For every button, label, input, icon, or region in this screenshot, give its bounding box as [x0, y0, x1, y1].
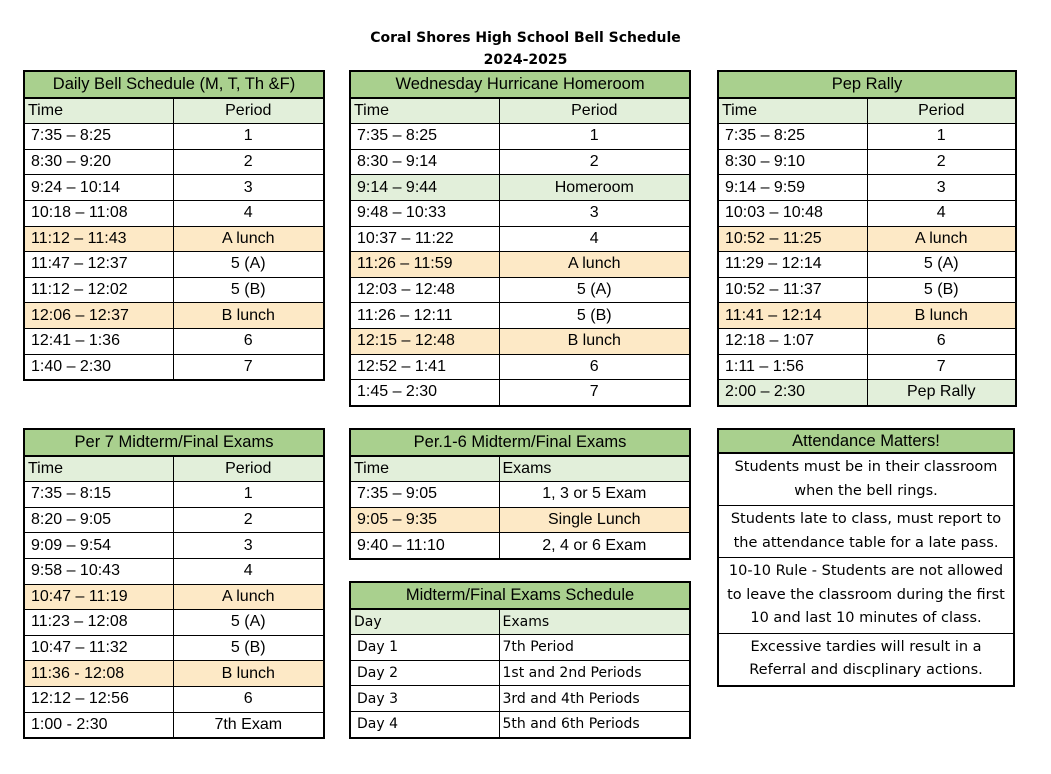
cell-time: 10:52 – 11:25: [718, 226, 867, 252]
cell-value: 1: [499, 124, 690, 150]
cell-value: 7th Period: [499, 635, 690, 661]
cell-time: 10:18 – 11:08: [24, 200, 173, 226]
cell-time: Day 1: [350, 635, 499, 661]
table-row: [350, 200, 690, 226]
cell-value: A lunch: [173, 584, 324, 610]
table-row: [24, 277, 324, 303]
table-row: [24, 686, 324, 712]
attendance-heading: Attendance Matters!: [718, 429, 1014, 453]
cell-time: 9:14 – 9:59: [718, 175, 867, 201]
table-row: [24, 226, 324, 252]
cell-time: 12:52 – 1:41: [350, 354, 499, 380]
cell-time: 11:12 – 11:43: [24, 226, 173, 252]
cell-value: 5 (B): [867, 277, 1016, 303]
col-time: Time: [350, 98, 499, 124]
table-row: [718, 149, 1016, 175]
cell-value: 5 (B): [173, 277, 324, 303]
per7-heading: Per 7 Midterm/Final Exams: [24, 429, 324, 456]
table-row: [24, 482, 324, 508]
table-row: [24, 558, 324, 584]
table-row: [24, 712, 324, 738]
table-row: [350, 533, 690, 559]
table-row: [24, 584, 324, 610]
table-row: [350, 124, 690, 150]
cell-value: 5 (B): [173, 635, 324, 661]
table-row: [24, 149, 324, 175]
cell-time: 9:48 – 10:33: [350, 200, 499, 226]
table-row: [718, 175, 1016, 201]
table-row: [350, 711, 690, 737]
table-row: [24, 661, 324, 687]
table-row: [350, 328, 690, 354]
cell-time: 11:23 – 12:08: [24, 610, 173, 636]
cell-value: Homeroom: [499, 175, 690, 201]
cell-time: 8:30 – 9:20: [24, 149, 173, 175]
cell-time: 7:35 – 9:05: [350, 482, 499, 508]
cell-time: 12:18 – 1:07: [718, 328, 867, 354]
cell-time: 12:06 – 12:37: [24, 303, 173, 329]
cell-time: 11:29 – 12:14: [718, 252, 867, 278]
table-row: [350, 380, 690, 406]
cell-value: Pep Rally: [867, 380, 1016, 406]
cell-time: 10:37 – 11:22: [350, 226, 499, 252]
midterm-schedule-table: [349, 581, 691, 739]
table-row: [718, 200, 1016, 226]
cell-time: 11:26 – 12:11: [350, 303, 499, 329]
cell-time: 1:45 – 2:30: [350, 380, 499, 406]
cell-value: 6: [173, 686, 324, 712]
table-row: [24, 200, 324, 226]
table-row: [350, 635, 690, 661]
cell-value: 2, 4 or 6 Exam: [499, 533, 690, 559]
daily-schedule-table: [23, 70, 325, 381]
cell-time: 2:00 – 2:30: [718, 380, 867, 406]
cell-value: 4: [173, 200, 324, 226]
cell-value: 1, 3 or 5 Exam: [499, 482, 690, 508]
cell-time: 9:05 – 9:35: [350, 507, 499, 533]
wednesday-heading: Wednesday Hurricane Homeroom: [350, 71, 690, 98]
cell-time: Day 3: [350, 686, 499, 712]
table-row: [24, 610, 324, 636]
table-row: [718, 124, 1016, 150]
cell-value: A lunch: [499, 252, 690, 278]
cell-value: B lunch: [499, 328, 690, 354]
cell-time: 12:41 – 1:36: [24, 328, 173, 354]
cell-value: 3: [867, 175, 1016, 201]
cell-time: 9:09 – 9:54: [24, 533, 173, 559]
table-row: [350, 507, 690, 533]
cell-value: 2: [173, 149, 324, 175]
cell-time: 9:24 – 10:14: [24, 175, 173, 201]
cell-value: B lunch: [867, 303, 1016, 329]
pep-rally-table: [717, 70, 1017, 407]
table-row: [350, 149, 690, 175]
cell-time: 9:58 – 10:43: [24, 558, 173, 584]
cell-value: 3: [173, 175, 324, 201]
col-time: Time: [24, 98, 173, 124]
per1-6-exams-table: [349, 428, 691, 560]
attendance-table: [717, 428, 1015, 687]
cell-value: B lunch: [173, 303, 324, 329]
col-period: Period: [867, 98, 1016, 124]
col-day: Day: [350, 609, 499, 635]
cell-time: 8:30 – 9:10: [718, 149, 867, 175]
cell-time: 10:47 – 11:32: [24, 635, 173, 661]
table-row: [24, 507, 324, 533]
table-row: [718, 354, 1016, 380]
cell-value: 5 (B): [499, 303, 690, 329]
cell-time: 7:35 – 8:25: [350, 124, 499, 150]
cell-time: Day 4: [350, 711, 499, 737]
cell-value: 2: [867, 149, 1016, 175]
table-row: [24, 303, 324, 329]
per16-heading: Per.1-6 Midterm/Final Exams: [350, 429, 690, 456]
cell-time: 12:15 – 12:48: [350, 328, 499, 354]
cell-time: 11:41 – 12:14: [718, 303, 867, 329]
table-row: [350, 175, 690, 201]
cell-value: 1: [173, 482, 324, 508]
cell-value: 5 (A): [499, 277, 690, 303]
col-period: Period: [173, 456, 324, 482]
schedule-title: Coral Shores High School Bell Schedule: [370, 30, 681, 46]
col-time: Time: [24, 456, 173, 482]
pep-heading: Pep Rally: [718, 71, 1016, 98]
cell-time: 1:11 – 1:56: [718, 354, 867, 380]
table-row: [350, 354, 690, 380]
cell-value: 2: [499, 149, 690, 175]
midterm-heading: Midterm/Final Exams Schedule: [350, 582, 690, 609]
table-row: [24, 252, 324, 278]
cell-value: 4: [499, 226, 690, 252]
table-row: [350, 303, 690, 329]
table-row: [718, 328, 1016, 354]
cell-value: 1st and 2nd Periods: [499, 660, 690, 686]
cell-time: 10:03 – 10:48: [718, 200, 867, 226]
schedule-year: 2024-2025: [483, 52, 568, 68]
cell-time: 10:47 – 11:19: [24, 584, 173, 610]
cell-time: 9:14 – 9:44: [350, 175, 499, 201]
cell-value: B lunch: [173, 661, 324, 687]
cell-value: 5 (A): [173, 610, 324, 636]
cell-value: 3rd and 4th Periods: [499, 686, 690, 712]
cell-time: 8:20 – 9:05: [24, 507, 173, 533]
cell-value: 6: [499, 354, 690, 380]
table-row: [718, 226, 1016, 252]
table-row: [350, 226, 690, 252]
cell-time: 12:12 – 12:56: [24, 686, 173, 712]
cell-value: 7: [499, 380, 690, 406]
table-row: [718, 277, 1016, 303]
daily-heading: Daily Bell Schedule (M, T, Th &F): [24, 71, 324, 98]
col-exams: Exams: [499, 609, 690, 635]
attendance-item: Excessive tardies will result in a Referral and discplinary actions.: [718, 633, 1014, 686]
cell-time: 10:52 – 11:37: [718, 277, 867, 303]
cell-value: 5 (A): [867, 252, 1016, 278]
attendance-item: 10-10 Rule - Students are not allowed to leave the classroom during the first 10 and last 10 minutes of class.: [718, 558, 1014, 634]
cell-value: 6: [173, 328, 324, 354]
attendance-item: Students must be in their classroom when the bell rings.: [718, 453, 1014, 506]
col-time: Time: [718, 98, 867, 124]
cell-time: 12:03 – 12:48: [350, 277, 499, 303]
table-row: [350, 482, 690, 508]
col-time: Time: [350, 456, 499, 482]
cell-value: 1: [867, 124, 1016, 150]
table-row: [350, 252, 690, 278]
table-row: [24, 354, 324, 380]
cell-time: 1:00 - 2:30: [24, 712, 173, 738]
cell-value: 7: [173, 354, 324, 380]
table-row: [718, 380, 1016, 406]
cell-time: 11:12 – 12:02: [24, 277, 173, 303]
table-row: [718, 252, 1016, 278]
cell-value: 7: [867, 354, 1016, 380]
cell-value: 4: [173, 558, 324, 584]
cell-time: 1:40 – 2:30: [24, 354, 173, 380]
wednesday-schedule-table: [349, 70, 691, 407]
attendance-item: Students late to class, must report to the attendance table for a late pass.: [718, 506, 1014, 558]
cell-value: Single Lunch: [499, 507, 690, 533]
cell-time: 7:35 – 8:25: [718, 124, 867, 150]
table-row: [350, 660, 690, 686]
cell-time: Day 2: [350, 660, 499, 686]
table-row: [24, 124, 324, 150]
table-row: [24, 175, 324, 201]
cell-value: A lunch: [173, 226, 324, 252]
per7-exams-table: [23, 428, 325, 739]
cell-value: 5 (A): [173, 252, 324, 278]
cell-value: 4: [867, 200, 1016, 226]
cell-time: 7:35 – 8:15: [24, 482, 173, 508]
cell-time: 11:36 - 12:08: [24, 661, 173, 687]
col-period: Period: [173, 98, 324, 124]
cell-value: 5th and 6th Periods: [499, 711, 690, 737]
table-row: [24, 533, 324, 559]
cell-value: A lunch: [867, 226, 1016, 252]
cell-time: 9:40 – 11:10: [350, 533, 499, 559]
cell-value: 3: [173, 533, 324, 559]
table-row: [718, 303, 1016, 329]
cell-value: 1: [173, 124, 324, 150]
cell-time: 7:35 – 8:25: [24, 124, 173, 150]
table-row: [350, 686, 690, 712]
col-period: Period: [499, 98, 690, 124]
cell-value: 2: [173, 507, 324, 533]
table-row: [350, 277, 690, 303]
cell-value: 6: [867, 328, 1016, 354]
cell-value: 3: [499, 200, 690, 226]
cell-time: 11:26 – 11:59: [350, 252, 499, 278]
col-exams: Exams: [499, 456, 690, 482]
table-row: [24, 635, 324, 661]
cell-time: 8:30 – 9:14: [350, 149, 499, 175]
table-row: [24, 328, 324, 354]
cell-value: 7th Exam: [173, 712, 324, 738]
cell-time: 11:47 – 12:37: [24, 252, 173, 278]
